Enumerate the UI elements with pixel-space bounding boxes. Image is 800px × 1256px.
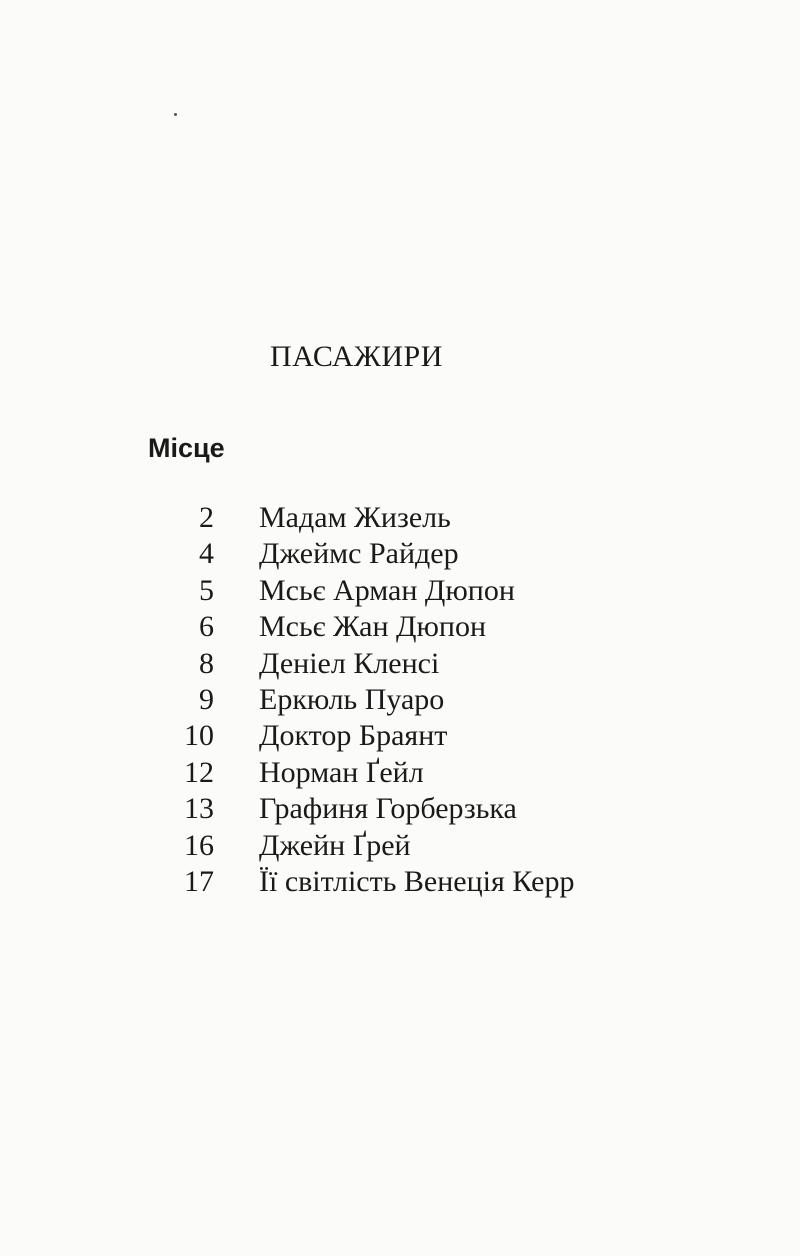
- passenger-row: [0, 718, 800, 754]
- page-title: ПАСАЖИРИ: [270, 340, 443, 373]
- passenger-list: [0, 500, 800, 900]
- passenger-name: Мсьє Арман Дюпон: [259, 573, 515, 607]
- passenger-name: Мадам Жизель: [259, 501, 451, 534]
- seat-number: 9: [199, 682, 214, 716]
- seat-number: 16: [184, 828, 214, 862]
- passenger-row: [0, 500, 800, 536]
- seat-number: 12: [184, 755, 214, 789]
- passenger-row: [0, 828, 800, 864]
- passenger-name: Джейн Ґрей: [259, 828, 411, 862]
- passenger-row: [0, 646, 800, 682]
- passenger-row: [0, 573, 800, 609]
- passenger-row: [0, 609, 800, 645]
- passenger-name: Джеймс Райдер: [259, 537, 459, 571]
- passenger-name: Графиня Горберзька: [259, 792, 517, 826]
- passenger-name: Норман Ґейл: [259, 755, 424, 789]
- passenger-row: [0, 682, 800, 718]
- seat-number: 5: [199, 573, 214, 607]
- seat-column-header: Місце: [148, 433, 225, 463]
- passenger-name: Деніел Кленсі: [259, 646, 440, 680]
- seat-number: 10: [184, 719, 214, 753]
- passenger-row: [0, 791, 800, 827]
- passenger-name: Доктор Браянт: [259, 719, 448, 753]
- passenger-row: [0, 864, 800, 900]
- seat-number: 8: [199, 646, 214, 680]
- page-mark: [174, 113, 177, 116]
- passenger-name: Мсьє Жан Дюпон: [259, 610, 487, 644]
- passenger-name: Її світлість Венеція Керр: [259, 864, 575, 898]
- passenger-name: Еркюль Пуаро: [259, 682, 445, 716]
- seat-number: 2: [199, 501, 214, 534]
- passenger-row: [0, 755, 800, 791]
- seat-number: 17: [184, 864, 214, 898]
- seat-number: 6: [199, 610, 214, 644]
- seat-number: 13: [184, 792, 214, 826]
- seat-number: 4: [199, 537, 214, 571]
- passenger-row: [0, 536, 800, 572]
